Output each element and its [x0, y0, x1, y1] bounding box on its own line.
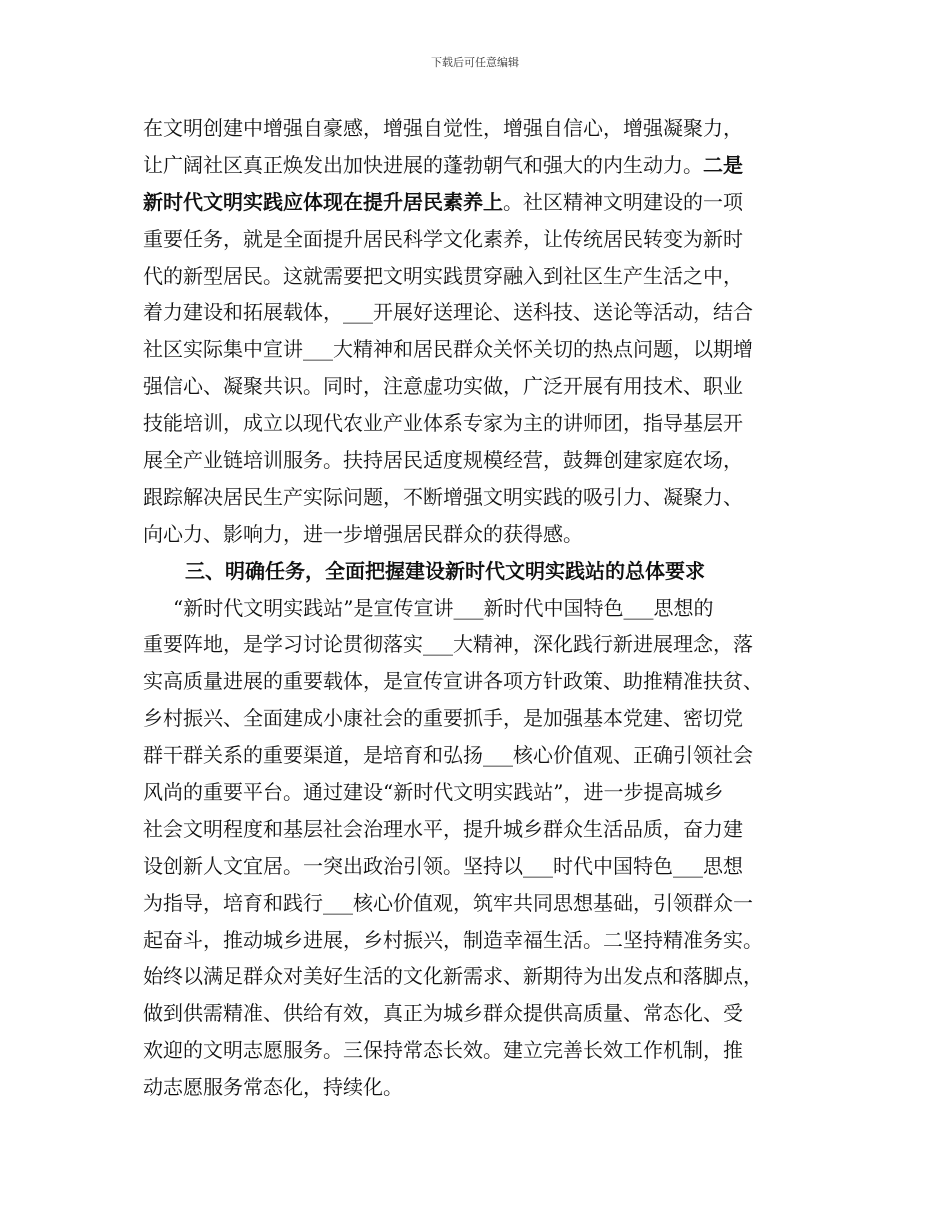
paragraph-line: 重要阵地，是学习讨论贯彻落实___大精神，深化践行新进展理念，落 [143, 632, 753, 657]
document-body [143, 110, 823, 1106]
paragraph-line: 风尚的重要平台。通过建设“新时代文明实践站”，进一步提高城乡 [143, 780, 724, 805]
section-heading: 三、明确任务，全面把握建设新时代文明实践站的总体要求 [185, 558, 705, 583]
page-header: 下载后可任意编辑 [431, 56, 519, 69]
paragraph-line: 强信心、凝聚共识。同时，注意虚功实做，广泛开展有用技术、职业 [143, 374, 743, 399]
bold-phrase: 二是 [703, 152, 743, 177]
paragraph-line: 社会文明程度和基层社会治理水平，提升城乡群众生活品质，奋力建 [143, 816, 743, 841]
bold-phrase: 新时代文明实践应体现在提升居民素养上 [143, 189, 503, 214]
paragraph-line: 代的新型居民。这就需要把文明实践贯穿融入到社区生产生活之中， [143, 263, 743, 288]
paragraph-line: 实高质量进展的重要载体，是宣传宣讲各项方针政策、助推精准扶贫、 [143, 669, 763, 694]
paragraph-line: 跟踪解决居民生产实际问题，不断增强文明实践的吸引力、凝聚力、 [143, 484, 743, 509]
paragraph-line: 着力建设和拓展载体，___开展好送理论、送科技、送论等活动，结合 [143, 300, 753, 325]
paragraph-line: 做到供需精准、供给有效，真正为城乡群众提供高质量、常态化、受 [143, 1001, 743, 1026]
paragraph-line: 在文明创建中增强自豪感，增强自觉性，增强自信心，增强凝聚力， [143, 116, 743, 140]
paragraph-line: 让广阔社区真正焕发出加快进展的蓬勃朝气和强大的内生动力。二是 [143, 152, 743, 177]
paragraph-line: 新时代文明实践应体现在提升居民素养上。社区精神文明建设的一项 [143, 189, 743, 214]
paragraph-line: 设创新人文宜居。一突出政治引领。坚持以___时代中国特色___思想 [143, 853, 743, 878]
paragraph-line: 始终以满足群众对美好生活的文化新需求、新期待为出发点和落脚点， [143, 964, 763, 989]
paragraph-line: 乡村振兴、全面建成小康社会的重要抓手，是加强基本党建、密切党 [143, 706, 743, 731]
paragraph-line: 重要任务，就是全面提升居民科学文化素养，让传统居民转变为新时 [143, 226, 743, 251]
paragraph-line: 向心力、影响力，进一步增强居民群众的获得感。 [143, 521, 583, 546]
paragraph-line: “新时代文明实践站”是宣传宣讲___新时代中国特色___思想的 [173, 595, 714, 620]
paragraph-line: 为指导，培育和践行___核心价值观，筑牢共同思想基础，引领群众一 [143, 890, 753, 915]
paragraph-line: 群干群关系的重要渠道，是培育和弘扬___核心价值观、正确引领社会 [143, 743, 753, 768]
paragraph-line: 技能培训，成立以现代农业产业体系专家为主的讲师团，指导基层开 [143, 411, 743, 436]
paragraph-line: 展全产业链培训服务。扶持居民适度规模经营，鼓舞创建家庭农场， [143, 448, 743, 473]
paragraph-line: 起奋斗，推动城乡进展，乡村振兴，制造幸福生活。二坚持精准务实。 [143, 927, 763, 952]
paragraph-line: 社区实际集中宣讲___大精神和居民群众关怀关切的热点问题，以期增 [143, 337, 753, 362]
paragraph-line: 欢迎的文明志愿服务。三保持常态长效。建立完善长效工作机制，推 [143, 1038, 743, 1063]
paragraph-line: 动志愿服务常态化，持续化。 [143, 1075, 403, 1100]
